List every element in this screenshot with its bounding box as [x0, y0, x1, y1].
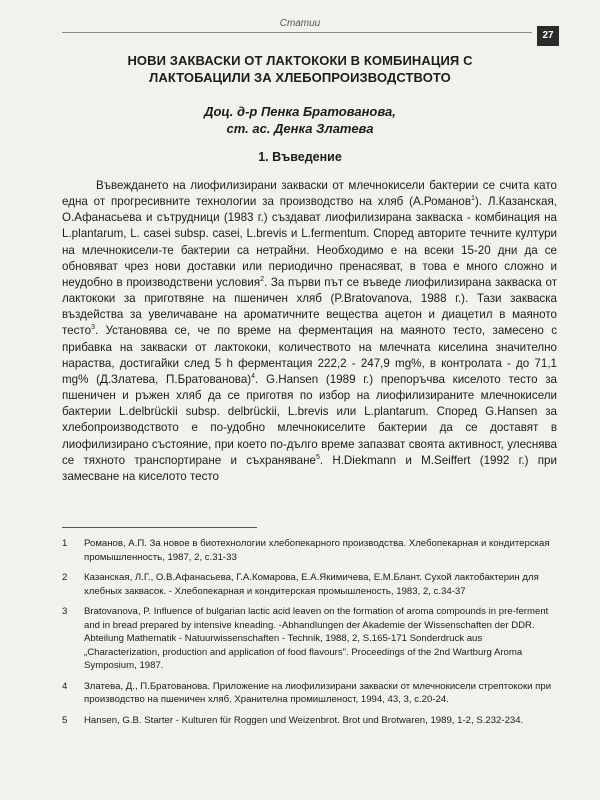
footnote-item	[62, 714, 557, 728]
footnote-ref: 4	[251, 373, 256, 381]
footnote-item	[62, 537, 557, 564]
footnotes-list	[62, 537, 557, 734]
footnote-text: Bratovanova, P. Influence of bulgarian lactic acid leaven on the formation of aroma compounds in pre-ferment and in bread prepared by intensive kneading. -Abhandlungen der Akademie der Wissenschaften der DDR. Abteilung Mathematik - Natuurwissenschaften - Technik, 1988, 2, S.165-171 Sonderdruck aus „Characterization, production and application of food flavours". Proceedings of the 2nd Wartburg Aroma Symposium, 1987.	[84, 606, 549, 671]
footnote-number: 5	[62, 714, 68, 726]
author-primary: Доц. д-р Пенка Братованова,	[204, 104, 396, 119]
paragraph-text: ). Л.Казанская, О.Афанасьева и сътрудници (1983 г.) създават лиофилизирана закваска - комбинация на L.plantarum, L. casei subsp. casei, L.brevis и L.fermentum. Според авторите течните култури на млечнокисели-те бактерии са нетрайни. Необходимо е на всеки 15-20 дни да се обновяват чрез нови доставки или периодично пренасяват, в това е много сложно и неудобно в производствени условия	[62, 195, 557, 289]
author-secondary: ст. ас. Денка Златева	[226, 121, 374, 136]
footnote-ref: 2	[260, 276, 265, 284]
running-head: Статии	[279, 18, 321, 29]
paragraph-text: . Установява се, че по време на ферментация на маяното тесто, замесено с прибавка на закваски от лактококи, количеството на млечната киселина значително нараства, достигайки след 5 h ферментация 222,2 - 247,9 mg%, в контролата - до 71,1 mg% (Д.Златева, П.Братованова)	[62, 324, 557, 386]
authors-block	[110, 103, 490, 137]
footnote-ref: 5	[315, 453, 320, 461]
footnote-divider	[62, 527, 257, 528]
footnote-text: Златева, Д., П.Братованова. Приложение на лиофилизирани закваски от млечнокисели стрептококи при производство на пшеничен хляб. Хранителна промишленост, 1994, 43, 3, с.20-24.	[84, 680, 552, 705]
paragraph-text: Въвеждането на лиофилизирани закваски от млечнокисели бактерии се счита като една от прогресивните технологии за производство на хляб (А.Романов	[62, 179, 557, 209]
footnote-number: 1	[62, 538, 68, 549]
header-rule	[62, 32, 532, 33]
footnote-text: Романов, А.П. За новое в биотехнологии хлебопекарного производства. Хлебопекарная и кондитерская промышленность, 1987, 2, с.31-33	[84, 538, 550, 563]
intro-paragraph	[62, 178, 557, 485]
footnote-number: 3	[62, 606, 68, 617]
page-number: 27	[537, 26, 559, 46]
article-title: НОВИ ЗАКВАСКИ ОТ ЛАКТОКОКИ В КОМБИНАЦИЯ С ЛАКТОБАЦИЛИ ЗА ХЛЕБОПРОИЗВОДСТВОТО	[127, 53, 473, 85]
footnote-text: Казанская, Л.Г., О.В.Афанасьева, Г.А.Комарова, Е.А.Якимичева, Е.М.Блант. Сухой лактобактерин для хлебных заквасок. - Хлебопекарная и кондитерская промышленость, 1983, 2, с.34-37	[84, 572, 539, 597]
footnote-ref: 3	[91, 324, 95, 332]
footnote-number: 4	[62, 680, 68, 692]
footnote-number: 2	[62, 572, 68, 583]
footnote-item	[62, 571, 557, 598]
footnote-ref: 1	[471, 195, 475, 203]
paragraph-text: . За първи път се въведе лиофилизирана закваска от лактококи за приготвяне на пшеничен хляб (P.Bratovanova, 1988 г.). Тази закваска въздейства за увеличаване на ароматичните вещества ацетон и диацетил в маяното тесто	[62, 275, 558, 338]
footnote-text: Hansen, G.B. Starter - Kulturen für Roggen und Weizenbrot. Brot und Brotwaren, 1989, 1-2, S.232-234.	[84, 714, 524, 726]
paragraph-text: . G.Hansen (1989 г.) препоръчва киселото тесто за пшеничен и ръжен хляб да се приготвя по избор на лиофилизираните млечнокисели бактерии L.delbrückii subsp. delbrückii, L.brevis или L.plantarum. Според G.Hansen за хлебопроизводството е по-удобно млечнокиселите бактерии да се доставят в лиофилизирано състояние, при което по-дълго време запазват своята активност, улеснява се тяхното транспортиране и съхраняване	[62, 372, 557, 467]
footnote-item	[62, 605, 557, 673]
section-heading: 1. Въведение	[258, 150, 342, 164]
footnote-item	[62, 680, 557, 707]
paragraph-text: . H.Diekmann и M.Seiffert (1992 г.) при замесване на киселото тесто	[62, 453, 557, 483]
